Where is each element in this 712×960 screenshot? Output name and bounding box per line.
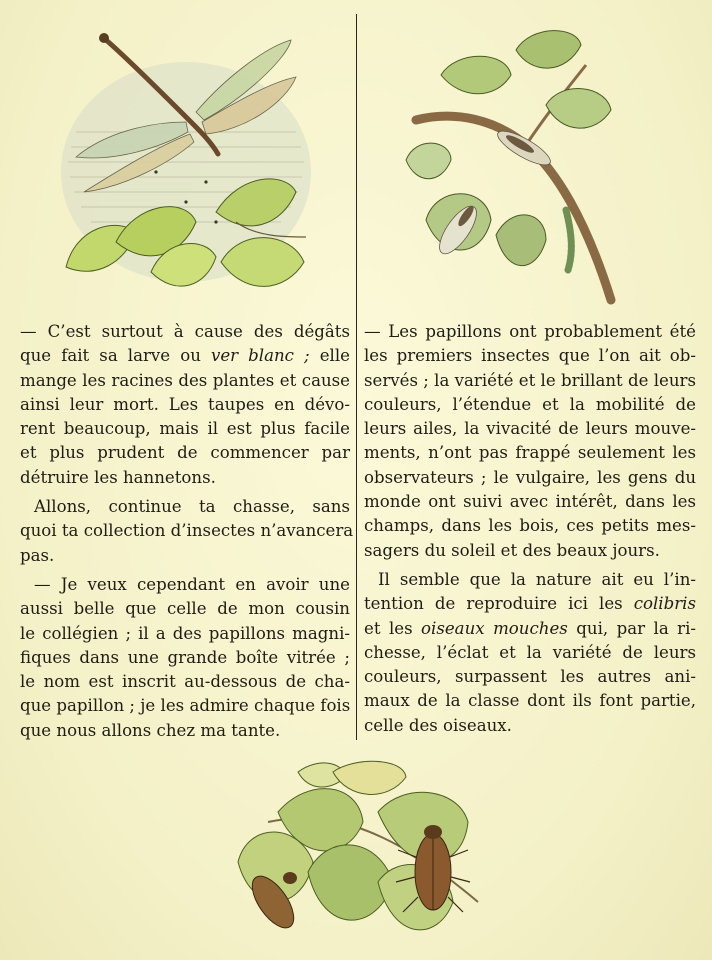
paragraph — [20, 573, 350, 743]
text-line: les premiers insectes que l’on ait ob- — [364, 346, 696, 366]
text-line: Il semble que la nature ait eu l’in- — [378, 569, 696, 589]
text-line: ainsi leur mort. Les taupes en dévo- — [20, 394, 350, 414]
text-line: — C’est surtout à cause des dégâts — [20, 322, 350, 341]
text-line: sagers du soleil et des beaux jours. — [364, 540, 660, 560]
text-line: que nous allons chez ma tante. — [20, 720, 281, 740]
text-line: monde ont suivi avec intérêt, dans les — [364, 492, 696, 512]
text-line: leurs ailes, la vivacité de leurs mouve- — [364, 419, 696, 439]
text-line: et plus prudent de commencer par — [20, 443, 350, 463]
italic-term: ver blanc ; — [210, 346, 310, 366]
moth-upper — [494, 125, 555, 171]
text-line: tention de reproduire ici les colibris — [364, 594, 696, 614]
text-line: — Je veux cependant en avoir une — [34, 574, 350, 594]
dragonfly-head — [99, 33, 109, 43]
beetles-on-leaves-illustration — [228, 752, 496, 952]
paragraph — [364, 320, 696, 563]
text-line: le collégien ; il a des papillons magni- — [20, 623, 350, 643]
text-line: que fait sa larve ou ver blanc ; elle — [20, 346, 350, 366]
text-line: rent beaucoup, mais il est plus facile — [20, 419, 350, 439]
text-line: couleurs, surpassent les autres ani- — [364, 667, 696, 687]
right-column — [364, 320, 696, 743]
italic-term: oiseaux mouches — [421, 618, 568, 638]
text-line: couleurs, l’étendue et la mobilité de — [364, 394, 696, 414]
text-line: chesse, l’éclat et la variété de leurs — [364, 642, 696, 662]
text-line: le nom est inscrit au-dessous de cha- — [20, 672, 350, 692]
paragraph — [20, 320, 350, 490]
text-line: aussi belle que celle de mon cousin — [20, 599, 350, 619]
text-line: fiques dans une grande boîte vitrée ; — [20, 647, 350, 667]
paragraph — [364, 568, 696, 738]
italic-term: colibris — [633, 594, 696, 614]
column-divider — [356, 14, 357, 740]
text-line: que papillon ; je les admire chaque fois — [20, 696, 351, 716]
text-line: quoi ta collection d’insectes n’avancera — [20, 521, 354, 541]
text-line: celle des oiseaux. — [364, 715, 512, 735]
text-line: détruire les hannetons. — [20, 467, 216, 487]
caterpillar — [566, 210, 571, 270]
dragonfly-illustration — [56, 22, 316, 302]
branch-with-moths-illustration — [396, 20, 632, 310]
text-line: — Les papillons ont probablement été — [364, 322, 696, 341]
text-line: pas. — [20, 545, 55, 565]
text-line: servés ; la variété et le brillant de leurs — [364, 370, 696, 390]
text-line: maux de la classe dont ils font partie, — [364, 691, 696, 711]
text-line: champs, dans les bois, ces petits mes- — [364, 516, 696, 536]
text-line: observateurs ; le vulgaire, les gens du — [364, 467, 696, 487]
text-line: et les oiseaux mouches qui, par la ri- — [364, 618, 697, 638]
text-line: Allons, continue ta chasse, sans — [34, 497, 350, 517]
paragraph — [20, 495, 354, 568]
text-line: mange les racines des plantes et cause — [20, 370, 350, 390]
text-line: ments, n’ont pas frappé seulement les — [364, 443, 696, 463]
left-column — [20, 320, 354, 748]
